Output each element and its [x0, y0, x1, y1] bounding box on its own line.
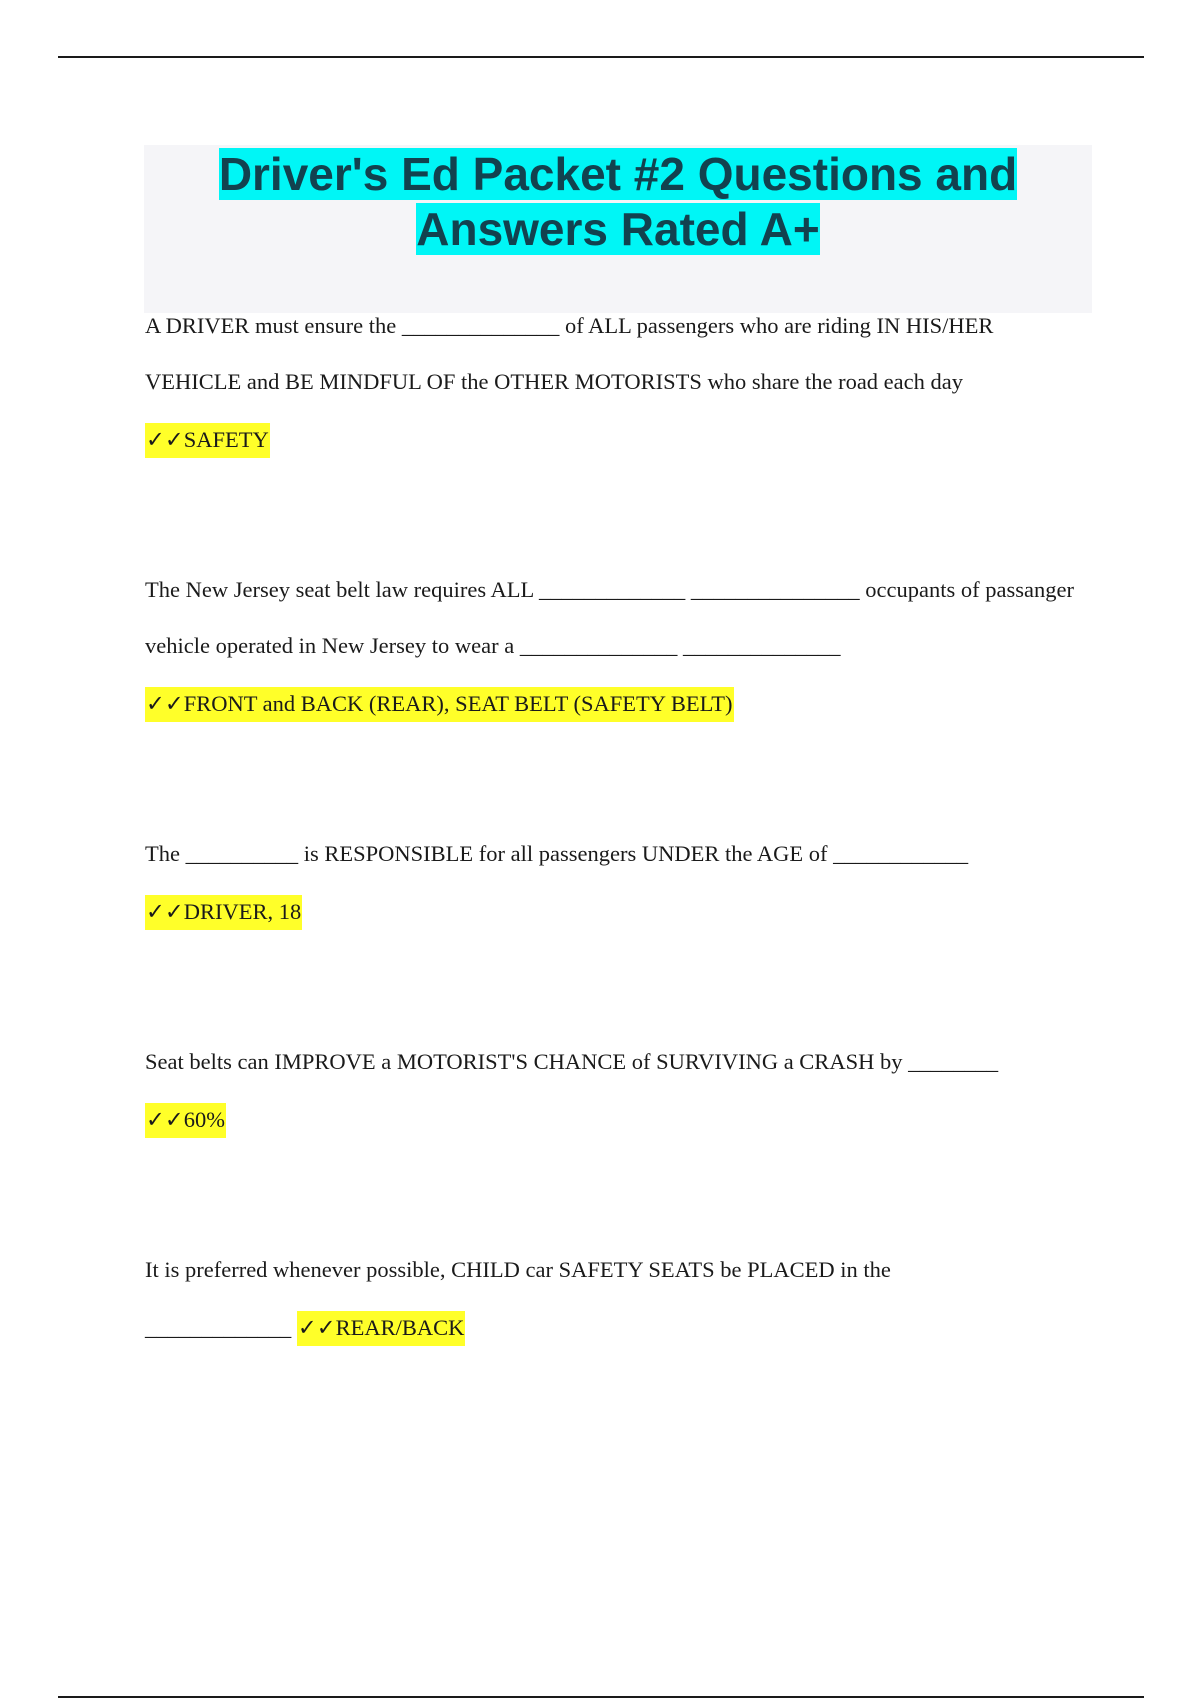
question-text: The __________ is RESPONSIBLE for all passengers UNDER the AGE of ____________ — [145, 841, 969, 866]
title-line-1: Driver's Ed Packet #2 Questions and — [218, 148, 1018, 200]
answer-text: ✓✓60% — [145, 1103, 226, 1138]
document-title — [144, 145, 1092, 257]
answer-line — [145, 1298, 1075, 1358]
bottom-rule — [58, 1696, 1144, 1698]
answer-text: ✓✓FRONT and BACK (REAR), SEAT BELT (SAFETY BELT) — [145, 687, 734, 722]
qa-item-1 — [145, 298, 1075, 470]
qa-item-2 — [145, 562, 1075, 734]
question-text: Seat belts can IMPROVE a MOTORIST'S CHANCE of SURVIVING a CRASH by ________ — [145, 1049, 999, 1074]
answer-line — [145, 1090, 1075, 1150]
qa-item-3 — [145, 826, 1075, 942]
qa-item-5 — [145, 1242, 1075, 1358]
question-text: The New Jersey seat belt law requires ALL _____________ _______________ occupants of passanger vehicle operated in New Jersey to wear a ______________ ______________ — [145, 577, 1074, 658]
question-blank: _____________ — [145, 1315, 292, 1340]
answer-text: ✓✓SAFETY — [145, 423, 270, 458]
qa-item-4 — [145, 1034, 1075, 1150]
title-line-2: Answers Rated A+ — [416, 203, 820, 255]
answer-text: ✓✓REAR/BACK — [297, 1311, 465, 1346]
title-block — [144, 145, 1092, 313]
question-text: It is preferred whenever possible, CHILD car SAFETY SEATS be PLACED in the — [145, 1257, 891, 1282]
question-text: A DRIVER must ensure the ______________ of ALL passengers who are riding IN HIS/HER VEHICLE and BE MINDFUL OF the OTHER MOTORISTS who share the road each day — [145, 313, 994, 394]
top-rule — [58, 56, 1144, 58]
answer-text: ✓✓DRIVER, 18 — [145, 895, 302, 930]
answer-line — [145, 674, 1075, 734]
answer-line — [145, 882, 1075, 942]
answer-line — [145, 410, 1075, 470]
